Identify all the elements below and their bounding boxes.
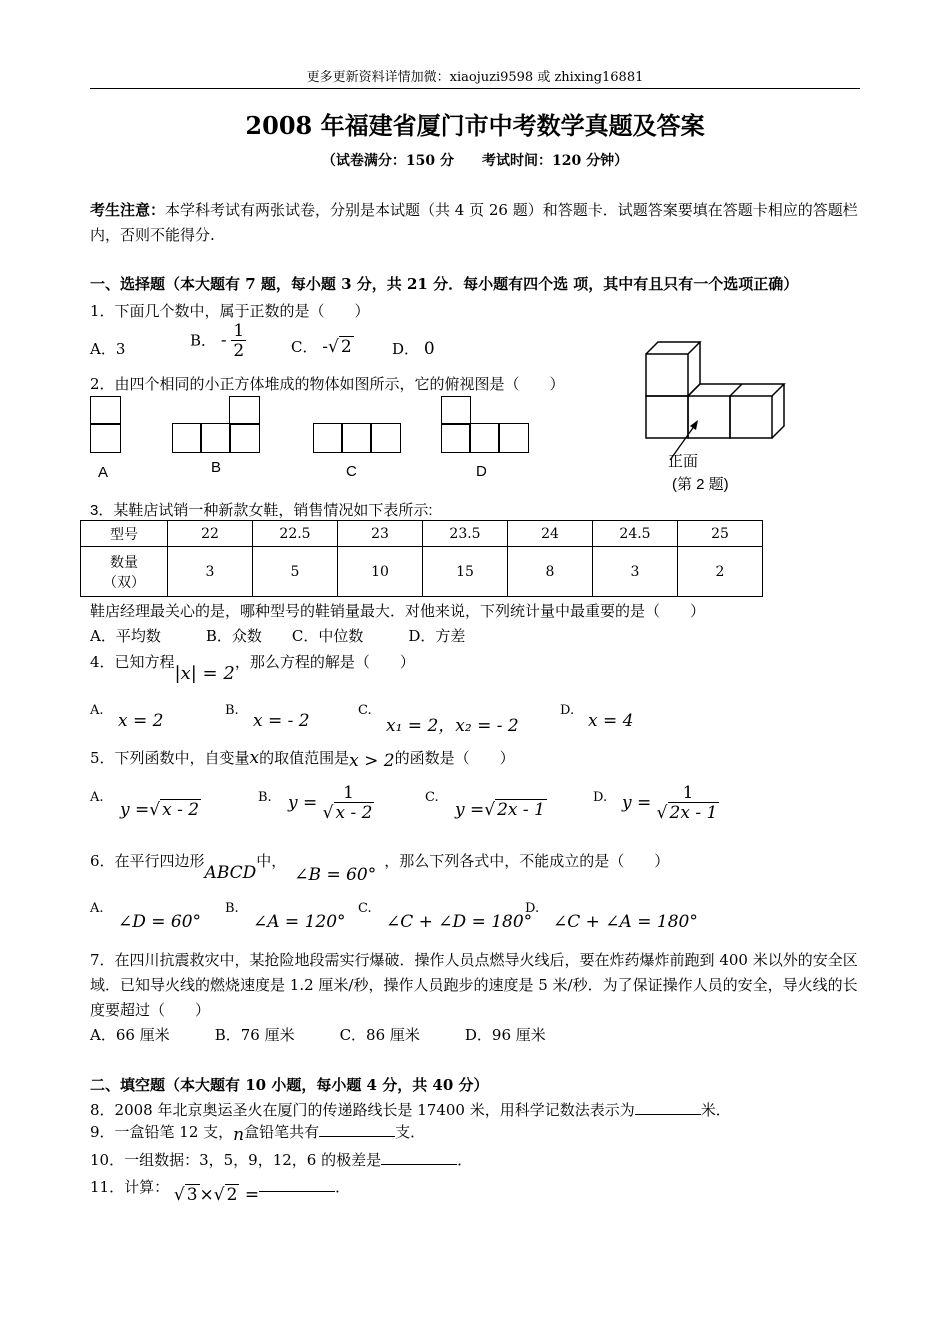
count-cell: 8	[508, 547, 593, 597]
size-cell: 23.5	[423, 521, 508, 547]
q5-stem-mid: 的取值范围是	[259, 749, 350, 767]
q5-d-radicand: 2x - 1	[669, 803, 718, 823]
q11-equals: =	[244, 1185, 260, 1205]
section-2-heading: 二、填空题（本大题有 10 小题，每小题 4 分，共 40 分）	[90, 1076, 489, 1094]
section-1-heading: 一、选择题（本大题有 7 题，每小题 3 分，共 21 分．每小题有四个选 项，其中有且只有一个选项正确）	[90, 275, 799, 293]
q2-c-cell	[370, 423, 401, 453]
count-cell: 2	[678, 547, 763, 597]
q11-answer-blank[interactable]	[259, 1191, 335, 1192]
q5-b-label: B.	[258, 790, 272, 805]
table-row	[81, 547, 763, 597]
q8-text: 8．2008 年北京奥运圣火在厦门的传递路线长是 17400 米，用科学记数法表示为	[90, 1101, 635, 1119]
q9-answer-blank[interactable]	[319, 1136, 395, 1137]
q5-d-sqrt: √	[656, 803, 668, 823]
q2-c-cell	[341, 423, 372, 453]
q2-b-cell	[200, 423, 231, 453]
q5-b-sqrt: √	[322, 803, 334, 823]
q2-c-cell	[313, 423, 343, 453]
q10-answer-blank[interactable]	[381, 1164, 457, 1165]
q4-option-b: x = - 2	[253, 711, 310, 731]
q2-figure-caption: (第 2 题)	[672, 476, 729, 493]
q5-b-den	[323, 803, 375, 823]
q5-option-a	[120, 800, 201, 820]
q1-option-c	[291, 336, 354, 357]
q9	[90, 1121, 426, 1145]
q1-c-label: C．	[291, 338, 318, 356]
q5-a-label: A.	[90, 790, 104, 805]
q7-options: A．66 厘米 B．76 厘米 C．86 厘米 D．96 厘米	[90, 1026, 546, 1044]
q6-option-a: ∠D = 60°	[118, 912, 202, 932]
q6-option-d: ∠C + ∠A = 180°	[553, 912, 698, 932]
count-cell: 5	[253, 547, 338, 597]
q11-times: ×	[199, 1185, 214, 1205]
q1-b-minus: -	[220, 330, 227, 351]
q3-question: 鞋店经理最关心的是，哪种型号的鞋销量最大．对他来说，下列统计量中最重要的是（ ）	[90, 602, 706, 620]
q1-d-label: D．	[392, 340, 420, 358]
q3-options: A．平均数 B．众数 C．中位数 D．方差	[90, 627, 466, 645]
q4-stem-post: ，那么方程的解是（ ）	[234, 653, 415, 671]
table-row	[81, 521, 763, 547]
q5-option-c	[455, 800, 547, 820]
q10-text: 10．一组数据：3，5，9，12，6 的极差是	[90, 1151, 382, 1169]
q5-stem-post: 的函数是（ ）	[394, 749, 515, 767]
size-cell: 24.5	[593, 521, 678, 547]
q5-c-radicand: 2x - 1	[497, 800, 545, 820]
q5-a-radicand: x - 2	[162, 800, 200, 820]
q5-condition: x > 2	[349, 751, 395, 771]
q2-label-d: D	[476, 463, 487, 480]
q4-stem	[90, 651, 415, 684]
q10-period: ．	[457, 1151, 473, 1169]
q2-a-cell	[90, 396, 121, 425]
q6-c-label: C.	[358, 901, 372, 916]
q5-c-label: C.	[425, 790, 439, 805]
q5-d-num: 1	[682, 783, 694, 803]
q9-text: 9．一盒铅笔 12 支，	[90, 1123, 234, 1141]
q9-variable: n	[233, 1125, 245, 1145]
q5-stem-pre: 5．下列函数中，自变量	[90, 749, 250, 767]
header-rule	[90, 88, 860, 89]
q4-equation: |x| = 2	[174, 663, 235, 684]
q6-b-label: B.	[225, 901, 239, 916]
q1-c-minus: -	[322, 337, 329, 357]
q7-text: 7．在四川抗震救灾中，某抢险地段需实行爆破．操作人员点燃导火线后，要在炸药爆炸前跑到 400 米以外的安全区域．已知导火线的燃烧速度是 1.2 厘米/秒，操作人员跑步的速度是 5 米/秒．为了保证操作人员的安全，导火线的长度要超过（ ）	[90, 951, 858, 1019]
q6-stem-mid: 中，	[256, 852, 287, 870]
q4-a-label: A.	[90, 703, 104, 718]
q6-d-label: D.	[525, 901, 540, 916]
q2-d-cell	[498, 423, 529, 453]
q5-b-fraction	[323, 784, 375, 823]
q5-b-num: 1	[343, 783, 354, 803]
q9-unit: 支．	[395, 1123, 426, 1141]
q1-b-label: B．	[190, 331, 217, 350]
q6-condition: ∠B = 60°	[294, 865, 377, 885]
size-cell: 25	[678, 521, 763, 547]
count-cell: 3	[168, 547, 253, 597]
q2-label-c: C	[346, 463, 357, 480]
q2-label-b: B	[211, 459, 222, 476]
q5-b-radicand: x - 2	[335, 803, 373, 823]
count-cell: 15	[423, 547, 508, 597]
q11-sqrt-b: √	[213, 1185, 225, 1205]
q1-stem: 1．下面几个数中，属于正数的是（ ）	[90, 302, 370, 320]
q6-a-label: A.	[90, 901, 104, 916]
q1-option-d	[392, 338, 435, 359]
table-header-cell	[81, 547, 168, 597]
q8-answer-blank[interactable]	[635, 1114, 701, 1115]
q6-option-c: ∠C + ∠D = 180°	[386, 912, 533, 932]
q5-d-lhs: y =	[622, 793, 652, 813]
q8-unit: 米．	[700, 1101, 731, 1119]
q2-front-label: 正面	[668, 453, 699, 470]
q2-d-cell	[441, 423, 471, 453]
q1-option-a: A．3	[90, 340, 126, 358]
q5-variable: x	[249, 748, 260, 768]
q3-sales-table	[80, 520, 763, 597]
q2-b-cell	[172, 423, 202, 453]
q6-stem-pre: 6．在平行四边形	[90, 852, 205, 870]
q5-b-lhs: y =	[288, 793, 318, 813]
q1-b-num: 1	[233, 321, 245, 341]
notice-text: 本学科考试有两张试卷，分别是本试题（共 4 页 26 题）和答题卡．试题答案要填在答题卡相应的答题栏内，否则不能得分.	[90, 201, 858, 244]
q4-option-d: x = 4	[588, 711, 634, 731]
q5-a-lhs: y =	[120, 800, 150, 820]
q9-text-mid: 盒铅笔共有	[244, 1123, 320, 1141]
size-cell: 23	[338, 521, 423, 547]
q1-option-b	[190, 322, 246, 361]
q11-radicand-b: 2	[226, 1185, 238, 1205]
q5-option-d	[622, 784, 719, 823]
q6-option-b: ∠A = 120°	[253, 912, 346, 932]
q4-c-label: C.	[358, 703, 372, 718]
notice	[90, 198, 865, 248]
q1-b-den: 2	[233, 341, 245, 361]
q6-stem	[90, 850, 670, 885]
q1-c-radicand: 2	[340, 337, 352, 357]
q5-a-sqrt: √	[149, 800, 161, 820]
q5-d-label: D.	[593, 790, 608, 805]
q4-b-label: B.	[225, 703, 239, 718]
q5-c-sqrt: √	[484, 800, 496, 820]
q2-d-cell	[469, 423, 500, 453]
q2-label-a: A	[98, 464, 109, 481]
header-line: 数量	[110, 554, 138, 571]
q6-stem-post: ，那么下列各式中，不能成立的是（ ）	[384, 852, 670, 870]
q4-option-a: x = 2	[118, 711, 164, 731]
q11-radicand-a: 3	[186, 1185, 198, 1205]
q5-d-fraction	[657, 784, 720, 823]
q2-stem: 2．由四个相同的小正方体堆成的物体如图所示，它的俯视图是（ ）	[90, 375, 565, 393]
q2-b-cell	[229, 423, 260, 453]
page-header: 更多更新资料详情加微：xiaojuzi9598 或 zhixing16881	[306, 70, 644, 85]
q11	[90, 1176, 351, 1205]
q6-shape: ABCD	[204, 863, 257, 883]
q2-d-cell	[441, 396, 471, 425]
page-title: 2008 年福建省厦门市中考数学真题及答案	[245, 111, 705, 140]
q2-b-cell	[229, 396, 260, 425]
q5-stem	[90, 747, 515, 771]
notice-label: 考生注意：	[90, 201, 166, 219]
size-cell: 22.5	[253, 521, 338, 547]
q11-text: 11．计算：	[90, 1178, 170, 1196]
size-cell: 22	[168, 521, 253, 547]
q4-stem-pre: 4．已知方程	[90, 653, 175, 671]
q1-c-sqrt: √	[328, 337, 339, 357]
q11-period: ．	[335, 1178, 351, 1196]
header-line: （双）	[103, 574, 145, 591]
q4-d-label: D.	[560, 703, 575, 718]
q11-sqrt-a: √	[173, 1185, 185, 1205]
q5-c-lhs: y =	[455, 800, 485, 820]
count-cell: 10	[338, 547, 423, 597]
exam-info: （试卷满分：150 分 考试时间：120 分钟）	[321, 153, 629, 169]
q5-d-den	[657, 803, 720, 823]
q1-d-value: 0	[423, 339, 435, 359]
q8	[90, 1099, 731, 1120]
q1-b-fraction	[231, 322, 246, 361]
q11-expression	[174, 1185, 259, 1205]
q2-a-cell	[90, 423, 121, 453]
q3-stem: 3．某鞋店试销一种新款女鞋，销售情况如下表所示:	[90, 502, 433, 519]
size-cell: 24	[508, 521, 593, 547]
count-cell: 3	[593, 547, 678, 597]
table-header-cell: 型号	[81, 521, 168, 547]
q4-option-c: x₁ = 2，x₂ = - 2	[386, 716, 519, 736]
q10	[90, 1149, 472, 1170]
q5-option-b	[288, 784, 374, 823]
